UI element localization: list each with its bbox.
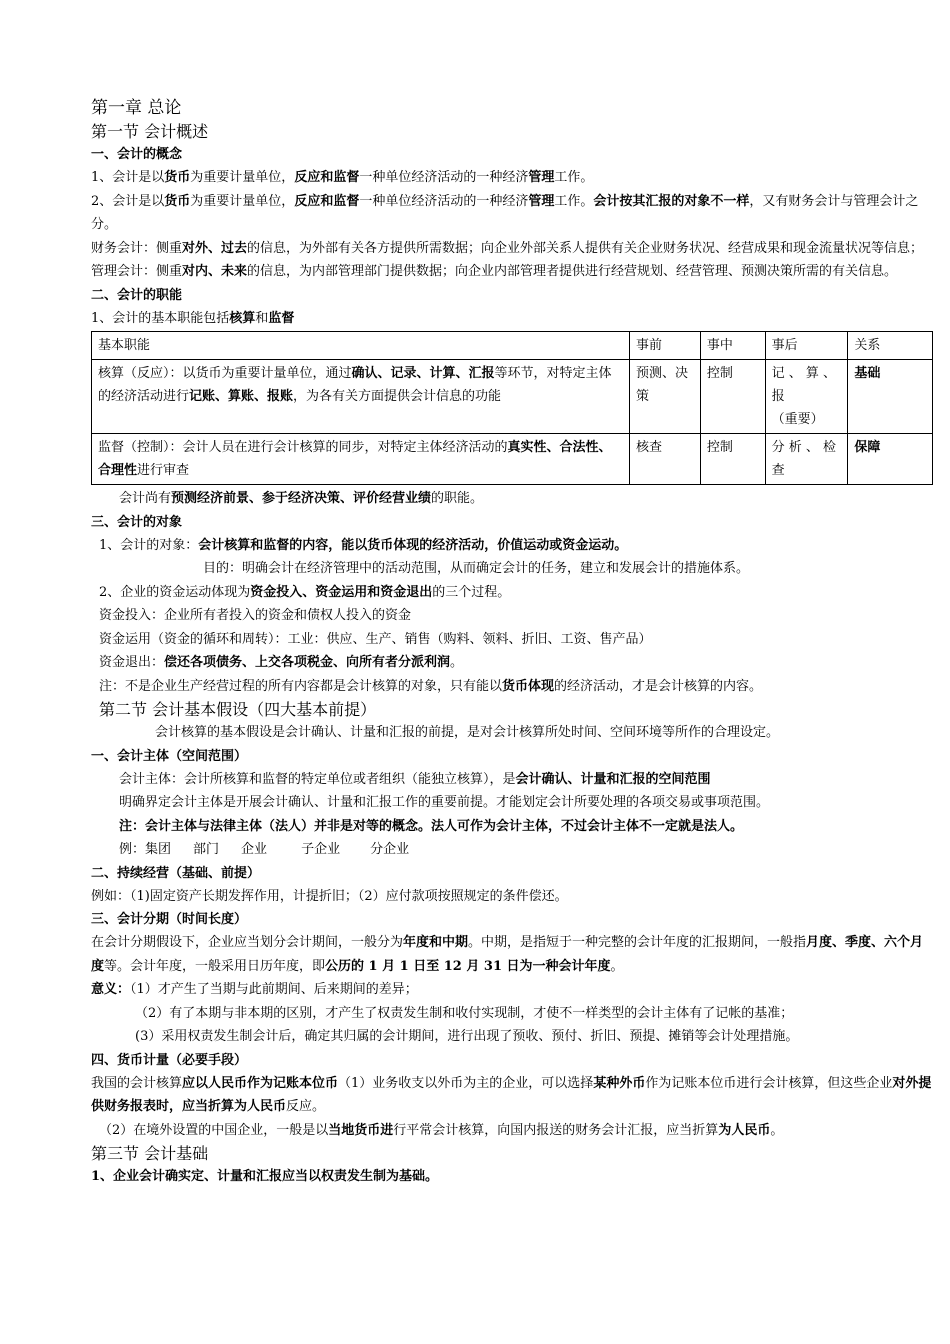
document-page	[91, 96, 933, 1189]
bold-text: 资金投入、资金运用和资金退出	[250, 584, 433, 600]
meaning-line	[91, 978, 933, 1002]
section-title-2: 第二节 会计基本假设（四大基本前提）	[99, 700, 377, 719]
table-cell: 核查	[630, 434, 701, 485]
example-item: 部门	[193, 842, 220, 857]
paragraph	[91, 651, 933, 675]
text-run: 进行审查	[137, 463, 190, 478]
example-item: 子企业	[301, 842, 341, 857]
paragraph	[91, 721, 933, 745]
paragraph	[91, 190, 933, 237]
table-header-cell: 基本职能	[92, 332, 630, 360]
examples-line	[91, 838, 933, 862]
text-run: 1、会计的基本职能包括	[91, 310, 230, 326]
subheading-period: 三、会计分期（时间长度）	[91, 912, 248, 927]
text-run: 一种单位经济活动的一种经济	[359, 193, 529, 209]
table-row	[92, 360, 933, 434]
bold-text: 注：会计主体与法律主体（法人）并非是对等的概念。法人可作为会计主体，不过会计主体不一定就是法人。	[119, 818, 744, 834]
text-run: 。中期，是指短于一种完整的会计年度的汇报期间，一般指	[468, 935, 807, 950]
functions-table	[91, 331, 933, 485]
table-cell	[765, 360, 848, 434]
paragraph	[91, 1119, 933, 1143]
text-run: 和	[255, 310, 269, 326]
table-cell	[848, 360, 933, 434]
chapter-title: 第一章 总论	[91, 98, 182, 118]
paragraph	[91, 557, 933, 581]
bold-text: 当地货币进	[328, 1122, 394, 1138]
subheading-functions: 二、会计的职能	[91, 287, 183, 303]
text-run: 工作。	[554, 193, 594, 209]
subheading-currency: 四、货币计量（必要手段）	[91, 1052, 248, 1068]
table-cell-text: 基础	[854, 366, 881, 381]
text-run: 资金运用（资金的循环和周转）：工业：供应、生产、销售（购料、领料、折旧、工资、售产品）	[99, 631, 652, 647]
bold-text: 确认、记录、计算、汇报	[351, 366, 495, 381]
bold-text: 对外提供财务报表时，应当折算为人民币	[91, 1075, 932, 1114]
example-item: 企业	[241, 842, 268, 857]
table-header-row	[92, 332, 933, 360]
text-run: 核算（反应）：以货币为重要计量单位，通过	[98, 366, 352, 381]
text-run: 会计核算的基本假设是会计确认、计量和汇报的前提，是对会计核算所处时间、空间环境等所作的合理设定。	[155, 725, 780, 740]
text-run: 反应。	[286, 1099, 326, 1114]
paragraph	[91, 307, 933, 331]
bold-text: 公历的 1 月 1 日至 12 月 31 日为一种会计年度	[325, 958, 611, 974]
bold-text: 监督	[268, 310, 295, 326]
text-run: 的职能。	[431, 491, 484, 506]
text-run: 等环节，对特定主体的经济活动进行	[98, 366, 612, 404]
meaning-item: (3）采用权责发生制会计后，确定其归属的会计期间，进行出现了预收、预付、折旧、预提、摊销等会计处理措施。	[135, 1029, 799, 1044]
paragraph	[91, 791, 933, 815]
text-run: 明确界定会计主体是开展会计确认、计量和汇报工作的重要前提。才能划定会计所要处理的各项交易或事项范围。	[119, 795, 770, 810]
table-cell-text: 记 、 算 、报	[771, 366, 836, 404]
table-cell: 控制	[700, 360, 765, 434]
text-run: 行平常会计核算，向国内报送的财务会计汇报，应当折算	[393, 1122, 719, 1138]
bold-text: 应以人民币作为记账本位币	[182, 1075, 339, 1091]
text-run: 的信息，为内部管理部门提供数据；向企业内部管理者提供进行经营规划、经营管理、预测决策所需的有关信息。	[247, 264, 898, 279]
table-cell	[848, 434, 933, 485]
subheading-entity: 一、会计主体（空间范围）	[91, 748, 248, 764]
text-run: 作为记账本位币进行会计核算，但这些企业	[645, 1075, 893, 1091]
bold-text: 反应和监督	[294, 170, 360, 185]
text-run: 的经济活动，才是会计核算的内容。	[554, 678, 763, 694]
bold-text: 1、企业会计确实定、计量和汇报应当以权责发生制为基础。	[91, 1169, 439, 1184]
text-run: 在会计分期假设下，企业应当划分会计期间，一般分为	[91, 935, 404, 950]
bold-text: 为人民币	[718, 1122, 771, 1138]
section-title-3: 第三节 会计基础	[91, 1144, 209, 1163]
bold-text: 货币	[164, 170, 191, 185]
bold-text: 记账、算账、报账	[189, 389, 294, 404]
example-item: 分企业	[370, 842, 410, 857]
text-run: 例如：（1)固定资产长期发挥作用，计提折旧；（2）应付款项按照规定的条件偿还。	[91, 888, 568, 904]
text-run: 会计主体：会计所核算和监督的特定单位或者组织（能独立核算），是	[119, 771, 516, 787]
bold-text: 真实性、合法性、合理性	[98, 440, 612, 478]
text-run: 资金退出：	[99, 655, 165, 670]
paragraph	[91, 604, 933, 628]
paragraph	[91, 260, 933, 284]
examples-label: 例：	[119, 842, 146, 857]
table-cell-text: 保障	[854, 440, 881, 455]
table-header-cell: 关系	[848, 332, 933, 360]
table-cell-desc	[92, 434, 630, 485]
bold-text: 偿还各项债务、上交各项税金、向所有者分派利润	[164, 655, 451, 670]
bold-text: 会计确认、计量和汇报的空间范围	[515, 771, 711, 787]
text-run: 监督（控制）：会计人员在进行会计核算的同步，对特定主体经济活动的	[98, 440, 508, 455]
text-run: 的信息，为外部有关各方提供所需数据；向企业外部关系人提供有关企业财务状况、经营成果和现金流量状况等信息；	[247, 240, 924, 256]
text-run: 的三个过程。	[432, 584, 511, 600]
text-run: （2）在境外设置的中国企业，一般是以	[99, 1122, 329, 1138]
text-run: 目的：明确会计在经济管理中的活动范围，从而确定会计的任务，建立和发展会计的措施体系。	[203, 561, 750, 576]
text-run: 。	[610, 958, 624, 974]
table-row	[92, 434, 933, 485]
table-cell: 预测、决策	[630, 360, 701, 434]
bold-text: 会计核算和监督的内容，能以货币体现的经济活动，价值运动或资金运动。	[198, 537, 628, 553]
paragraph	[91, 768, 933, 792]
text-run: 管理会计：侧重	[91, 264, 183, 279]
table-header-cell: 事前	[630, 332, 701, 360]
table-cell-note: （重要）	[771, 412, 824, 427]
bold-text: 预测经济前景、参于经济决策、评价经营业绩	[171, 491, 432, 506]
paragraph	[91, 166, 933, 190]
paragraph	[91, 628, 933, 652]
text-run: 一种单位经济活动的一种经济	[359, 170, 529, 185]
text-run: 注：不是企业生产经营过程的所有内容都是会计核算的对象，只有能以	[99, 678, 503, 694]
bold-text: 对外、过去	[182, 240, 248, 256]
text-run: （1）业务收支以外币为主的企业，可以选择	[338, 1075, 594, 1091]
text-run: ，为各有关方面提供会计信息的功能	[293, 389, 502, 404]
paragraph	[91, 1165, 933, 1189]
bold-text: 对内、未来	[182, 264, 248, 279]
text-run: 2、企业的资金运动体现为	[99, 584, 251, 600]
meaning-item: （1）才产生了当期与此前期间、后来期间的差异；	[130, 982, 418, 997]
bold-text: 反应和监督	[294, 193, 360, 209]
bold-text: 会计按其汇报的对象不一样	[593, 193, 750, 209]
text-run: 我国的会计核算	[91, 1075, 183, 1091]
text-run: 财务会计：侧重	[91, 240, 183, 256]
subheading-object: 三、会计的对象	[91, 514, 183, 530]
text-run: 为重要计量单位，	[190, 170, 295, 185]
text-run: 工作。	[554, 170, 594, 185]
paragraph	[91, 487, 933, 511]
text-run: 等。会计年度，一般采用日历年度，即	[104, 958, 326, 974]
paragraph	[91, 815, 933, 839]
text-run: 资金投入：企业所有者投入的资金和债权人投入的资金	[99, 608, 412, 623]
paragraph	[91, 237, 933, 261]
table-header-cell: 事后	[765, 332, 848, 360]
paragraph	[91, 534, 933, 558]
table-cell: 分 析 、 检查	[765, 434, 848, 485]
text-run: ，又有财务会计与管理会计之分。	[91, 193, 919, 232]
paragraph	[91, 931, 933, 978]
bold-text: 年度和中期	[403, 935, 469, 950]
bold-text: 管理	[528, 170, 555, 185]
table-header-cell: 事中	[700, 332, 765, 360]
text-run: 会计尚有	[119, 491, 172, 506]
paragraph	[91, 675, 933, 699]
subheading-going-concern: 二、持续经营（基础、前提）	[91, 865, 261, 881]
text-run: 1、会计是以	[91, 170, 165, 185]
bold-text: 货币体现	[502, 678, 555, 694]
text-run: 。	[450, 655, 464, 670]
paragraph	[91, 1072, 933, 1119]
bold-text: 某种外币	[593, 1075, 646, 1091]
text-run: 。	[770, 1122, 784, 1138]
bold-text: 月度、季度、六个月度	[91, 935, 924, 974]
section-title-1: 第一节 会计概述	[91, 122, 209, 141]
text-run: 为重要计量单位，	[190, 193, 295, 209]
text-run: 2、会计是以	[91, 193, 165, 209]
paragraph	[91, 885, 933, 909]
paragraph	[91, 581, 933, 605]
meaning-item: （2）有了本期与非本期的区别，才产生了权责发生制和收付实现制，才使不一样类型的会计主体有了记帐的基准；	[135, 1005, 794, 1021]
bold-text: 管理	[528, 193, 555, 209]
subheading-concept: 一、会计的概念	[91, 147, 183, 162]
text-run: 1、会计的对象：	[99, 537, 199, 553]
table-cell: 控制	[700, 434, 765, 485]
meaning-label: 意义：	[91, 982, 131, 997]
bold-text: 核算	[229, 310, 256, 326]
example-item: 集团	[145, 842, 172, 857]
table-cell-desc	[92, 360, 630, 434]
bold-text: 货币	[164, 193, 191, 209]
